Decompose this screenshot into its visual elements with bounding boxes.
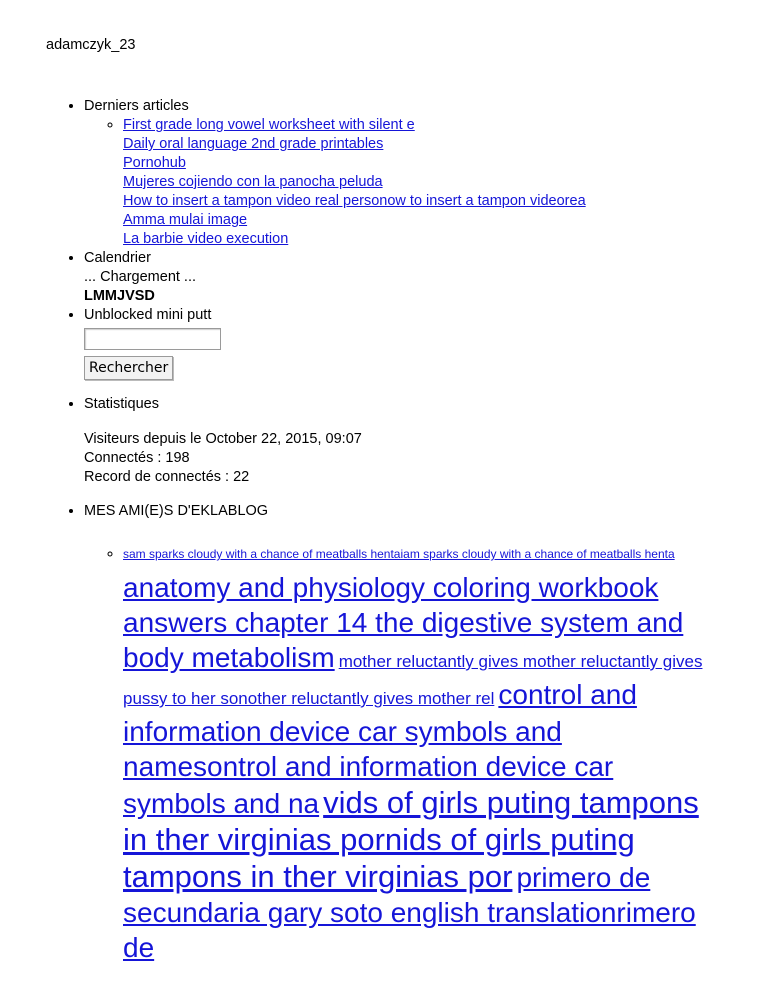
site-name: adamczyk_23 xyxy=(46,37,136,53)
list-item xyxy=(123,135,768,154)
tag-link[interactable]: anatomy and physiology coloring workbook answers chapter 14 the digestive system and body metabolism xyxy=(123,572,684,673)
statistics-heading: Statistiques xyxy=(84,396,159,412)
tag-link[interactable]: sam sparks cloudy with a chance of meatballs hentaiam sparks cloudy with a chance of meatballs henta xyxy=(123,547,675,561)
article-link[interactable]: How to insert a tampon video real personow to insert a tampon videorea xyxy=(123,193,586,209)
list-item xyxy=(123,173,768,192)
recent-articles-heading: Derniers articles xyxy=(84,98,189,114)
friends-heading: • MES AMI(E)S D'EKLABLOG xyxy=(84,503,269,519)
article-link[interactable]: Daily oral language 2nd grade printables xyxy=(123,136,384,152)
list-item xyxy=(123,116,768,135)
search-input[interactable] xyxy=(84,328,221,350)
tag-link[interactable]: primero de secundaria gary soto english translationrimero de xyxy=(123,862,696,963)
article-link[interactable]: Pornohub xyxy=(123,155,186,171)
article-link[interactable]: La barbie video execution xyxy=(123,231,289,247)
widget-calendar xyxy=(84,249,768,306)
calendar-loading: ... Chargement ... xyxy=(84,269,197,285)
sidebar-widgets xyxy=(46,97,768,965)
list-item xyxy=(123,154,768,173)
tag-cloud xyxy=(123,539,723,965)
stats-connected: Connectés : 198 xyxy=(84,450,190,466)
recent-articles-list xyxy=(84,116,768,249)
widget-search xyxy=(84,306,768,395)
statistics-block xyxy=(84,430,768,487)
list-item xyxy=(123,211,768,230)
calendar-days: LMMJVSD xyxy=(84,288,155,304)
tag-link[interactable]: vids of girls puting tampons in ther virginias pornids of girls puting tampons in ther virginias por xyxy=(123,785,699,894)
widget-recent-articles xyxy=(84,97,768,249)
search-heading: Unblocked mini putt xyxy=(84,307,212,323)
list-item xyxy=(123,192,768,211)
tag-link[interactable]: mother reluctantly gives mother reluctantly gives pussy to her sonother reluctantly gives mother rel xyxy=(123,652,703,708)
widget-statistics xyxy=(84,395,768,487)
stats-visitors-since: Visiteurs depuis le October 22, 2015, 09:07 xyxy=(84,431,362,447)
article-link[interactable]: First grade long vowel worksheet with silent e xyxy=(123,117,415,133)
friends-list xyxy=(84,539,768,965)
search-button[interactable]: Rechercher xyxy=(84,356,173,380)
calendar-heading: Calendrier xyxy=(84,250,151,266)
tag-link[interactable]: control and information device car symbols and namesontrol and information device car symbols and na xyxy=(123,679,637,819)
stats-record: Record de connectés : 22 xyxy=(84,469,250,485)
widget-friends xyxy=(84,502,768,965)
article-link[interactable]: Amma mulai image xyxy=(123,212,248,228)
article-link[interactable]: Mujeres cojiendo con la panocha peluda xyxy=(123,174,383,190)
list-item xyxy=(123,230,768,249)
